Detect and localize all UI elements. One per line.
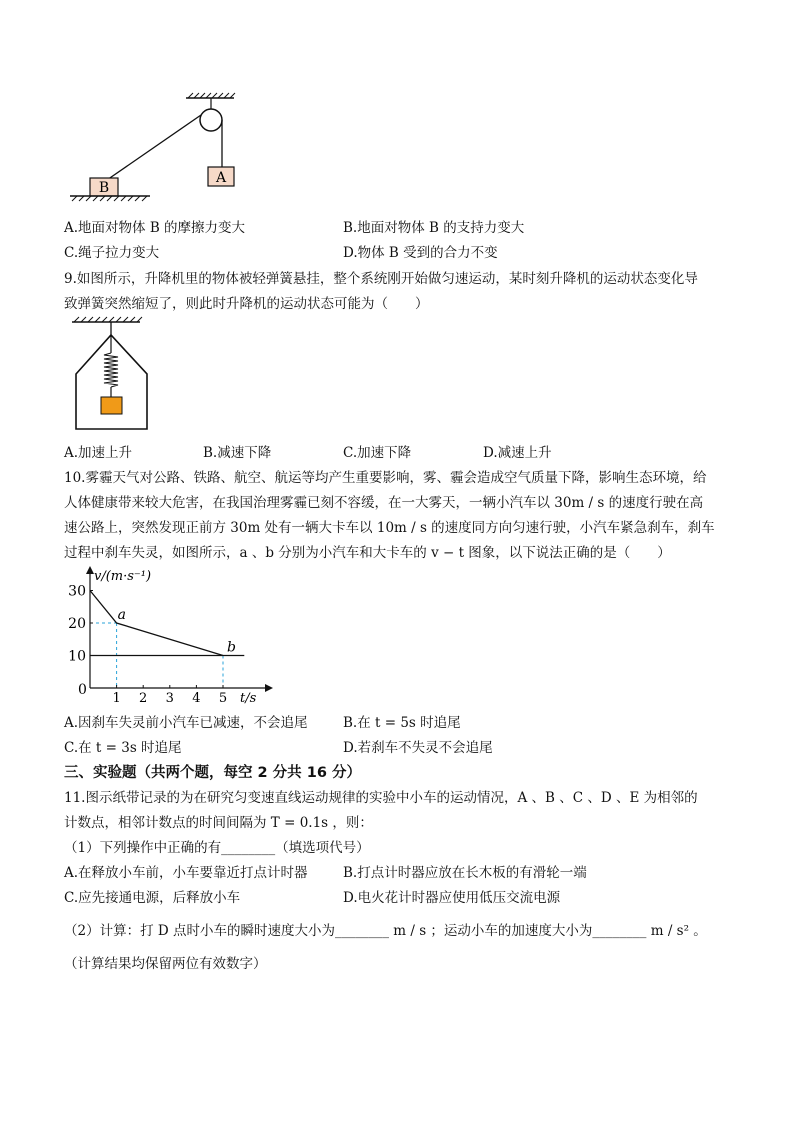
svg-text:B: B [98,180,110,196]
q10-option-d: D.若刹车不失灵不会追尾 [343,740,493,756]
q11-option-c: C.应先接通电源，后释放小车 [64,890,241,906]
q10-option-a: A.因刹车失灵前小汽车已减速，不会追尾 [64,715,308,731]
q10-stem-line3: 速公路上，突然发现正前方 30m 处有一辆大卡车以 10m / s 的速度同方向匀速行驶，小汽车紧急刹车，刹车 [64,520,715,536]
q9-stem-line1: 9.如图所示，升降机里的物体被轻弹簧悬挂，整个系统刚开始做匀速运动，某时刻升降机的运动状态变化导 [64,271,698,287]
q9-option-b: B.减速下降 [203,445,272,461]
q10-stem-line1: 10.雾霾天气对公路、铁路、航空、航运等均产生重要影响，雾、霾会造成空气质量下降，影响生态环境，给 [64,470,707,486]
x-tick-label-3: 3 [165,691,174,704]
q11-stem-line1: 11.图示纸带记录的为在研究匀变速直线运动规律的实验中小车的运动情况，A 、B 、C 、D 、E 为相邻的 [64,790,698,806]
elevator-figure [66,313,166,433]
hanging-block [101,397,122,414]
q8-option-d: D.物体 B 受到的合力不变 [343,245,498,261]
y-tick-label-20: 20 [68,616,86,632]
q8-option-a: A.地面对物体 B 的摩擦力变大 [64,220,246,236]
q11-note: （计算结果均保留两位有效数字） [64,956,267,972]
q11-part2: （2）计算：打 D 点时小车的瞬时速度大小为________ m / s ；运动小车的加速度大小为________ m / s² 。 [64,923,707,939]
q11-stem-line2: 计数点，相邻计数点的时间间隔为 T = 0.1s ，则： [64,815,373,831]
y-tick-label-10: 10 [68,648,86,665]
q10-stem-line4: 过程中刹车失灵，如图所示，a 、b 分别为小汽车和大卡车的 v − t 图象，以下说法正确的是（ ） [64,545,671,561]
q9-stem-line2: 致弹簧突然缩短了，则此时升降机的运动状态可能为（ ） [64,296,429,312]
q9-option-c: C.加速下降 [343,445,412,461]
origin-label: 0 [78,682,87,698]
y-axis-label: v/(m·s⁻¹) [94,569,152,584]
series-b-label: b [227,639,236,656]
q10-stem-line2: 人体健康带来较大危害，在我国治理雾霾已刻不容缓，在一大雾天，一辆小汽车以 30m / s 的速度行驶在高 [64,495,704,511]
q11-part1: （1）下列操作中正确的有________（填选项代号） [64,840,370,856]
section3-title: 三、实验题（共两个题，每空 2 分共 16 分） [64,765,361,781]
x-tick-label-2: 2 [139,691,148,704]
pulley-figure [60,90,250,205]
x-axis-label: t/s [240,691,257,704]
vt-chart [60,564,275,704]
q11-option-d: D.电火花计时器应使用低压交流电源 [343,890,561,906]
q10-option-c: C.在 t = 3s 时追尾 [64,740,182,756]
q10-option-b: B.在 t = 5s 时追尾 [343,715,461,731]
x-tick-label-1: 1 [112,691,121,704]
y-tick-label-30: 30 [68,583,86,600]
x-tick-label-4: 4 [192,691,201,704]
x-tick-label-5: 5 [218,691,228,704]
q8-option-b: B.地面对物体 B 的支持力变大 [343,220,525,236]
q11-option-b: B.打点计时器应放在长木板的有滑轮一端 [343,865,587,881]
q8-option-c: C.绳子拉力变大 [64,245,160,261]
q11-option-a: A.在释放小车前，小车要靠近打点计时器 [64,865,308,881]
series-a-label: a [117,607,126,623]
q9-option-d: D.减速上升 [483,445,552,461]
q9-option-a: A.加速上升 [64,445,133,461]
svg-text:A: A [215,170,227,186]
